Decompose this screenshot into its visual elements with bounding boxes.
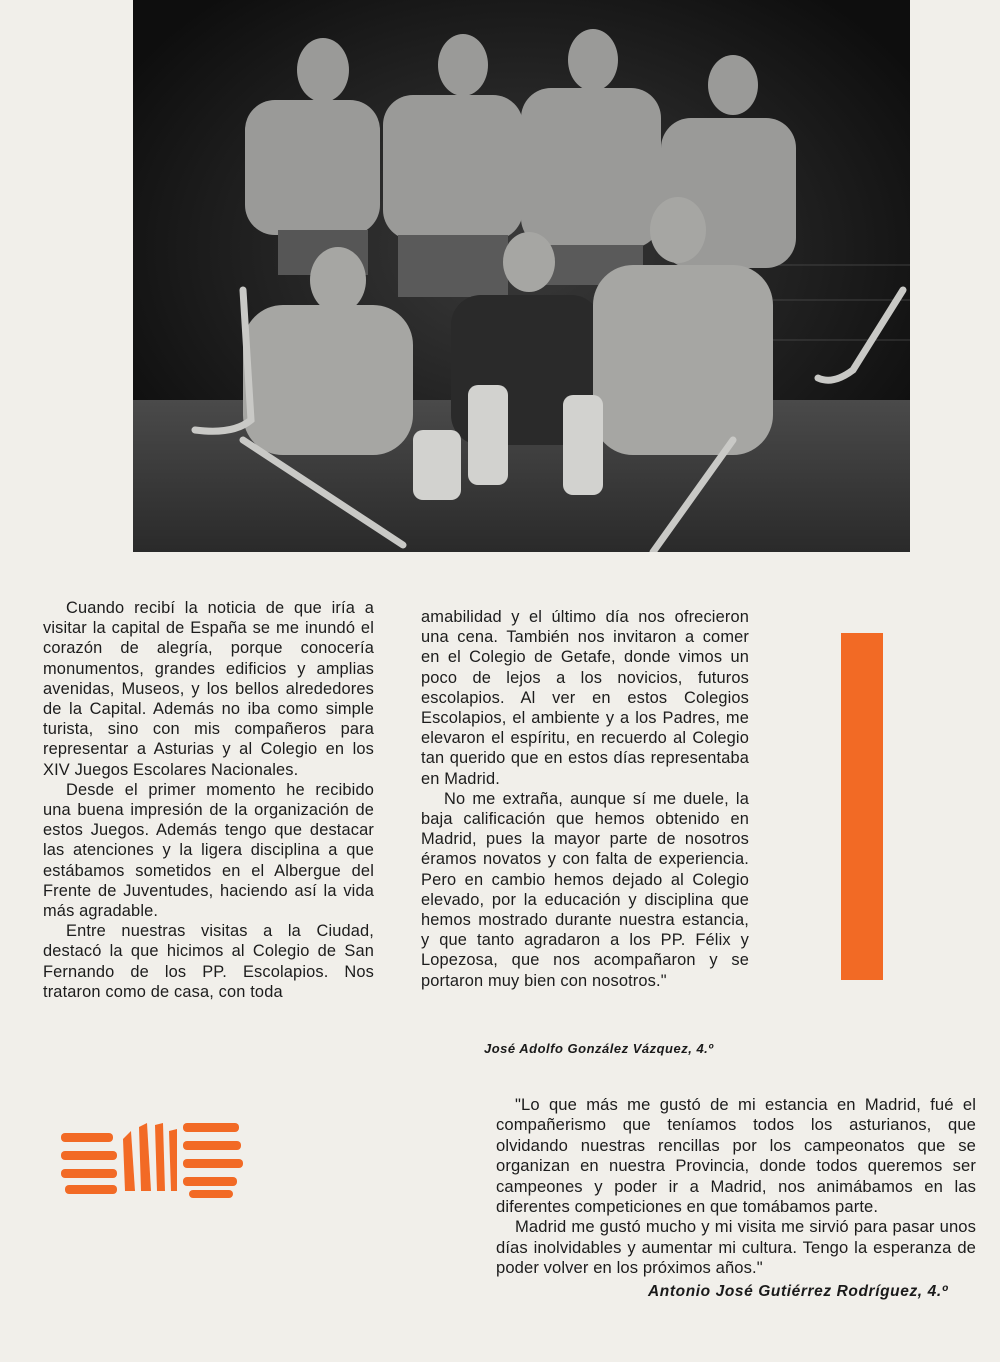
paragraph: "Lo que más me gustó de mi estancia en Madrid, fué el compañerismo que teníamos todos los asturianos, que olvidando nuestras rencillas por los campeonatos que se organizan en nuestra Provincia, donde todos queremos ser campeones y poder ir a Madrid, nos animábamos en las diferentes competiciones en que tomábamos parte. xyxy=(496,1095,976,1217)
paragraph: amabilidad y el último día nos ofrecieron una cena. También nos invitaron a comer en el Colegio de Getafe, donde vimos un poco de lejos a los novicios, futuros escolapios. Al ver en estos Colegios Escolapios, el ambiente y a los Padres, me elevaron el espíritu, en recuerdo al Colegio tan querido que en estos días representaba en Madrid. xyxy=(421,608,749,788)
orange-accent-bar xyxy=(841,633,883,980)
quote-block xyxy=(496,1095,976,1279)
signature-author-1: José Adolfo González Vázquez, 4.º xyxy=(484,1041,714,1056)
paragraph: Cuando recibí la noticia de que iría a visitar la capital de España se me inundó el corazón de alegría, porque conocería monumentos, grandes edificios y amplias avenidas, Museos, y los bellos alrededores de la Capital. Además no iba como simple turista, sino con mis compañeros para representar a Asturias y al Colegio en los XIV Juegos Escolares Nacionales. xyxy=(43,599,374,779)
article-column-1 xyxy=(43,598,374,1002)
signature-author-2: Antonio José Gutiérrez Rodríguez, 4.º xyxy=(648,1283,949,1300)
paragraph: Desde el primer momento he recibido una buena impresión de la organización de estos Juegos. Además tengo que destacar las atenciones y la ligera disciplina a que estábamos sometidos en el Albergue del Frente de Juventudes, haciendo así la vida más agradable. xyxy=(43,780,374,921)
article-column-2 xyxy=(421,607,749,991)
hockey-glove-icon xyxy=(61,1121,243,1199)
paragraph: Entre nuestras visitas a la Ciudad, destacó la que hicimos al Colegio de San Fernando de los PP. Escolapios. Nos trataron como de casa, con toda xyxy=(43,922,374,1001)
paragraph: Madrid me gustó mucho y mi visita me sirvió para pasar unos días inolvidables y aumentar mi cultura. Tengo la esperanza de poder volver en los próximos años." xyxy=(496,1217,976,1278)
hockey-team-photo-icon xyxy=(133,0,910,552)
paragraph: No me extraña, aunque sí me duele, la baja calificación que hemos obtenido en Madrid, pues la mayor parte de nosotros éramos novatos y con falta de experiencia. Pero en cambio hemos dejado al Colegio elevado, por la educación y disciplina que hemos mostrado durante nuestra estancia, y que tanto agradaron a los PP. Félix y Lopezosa, que nos acompañaron y se portaron muy bien con nosotros." xyxy=(421,789,749,990)
team-photo xyxy=(133,0,910,552)
